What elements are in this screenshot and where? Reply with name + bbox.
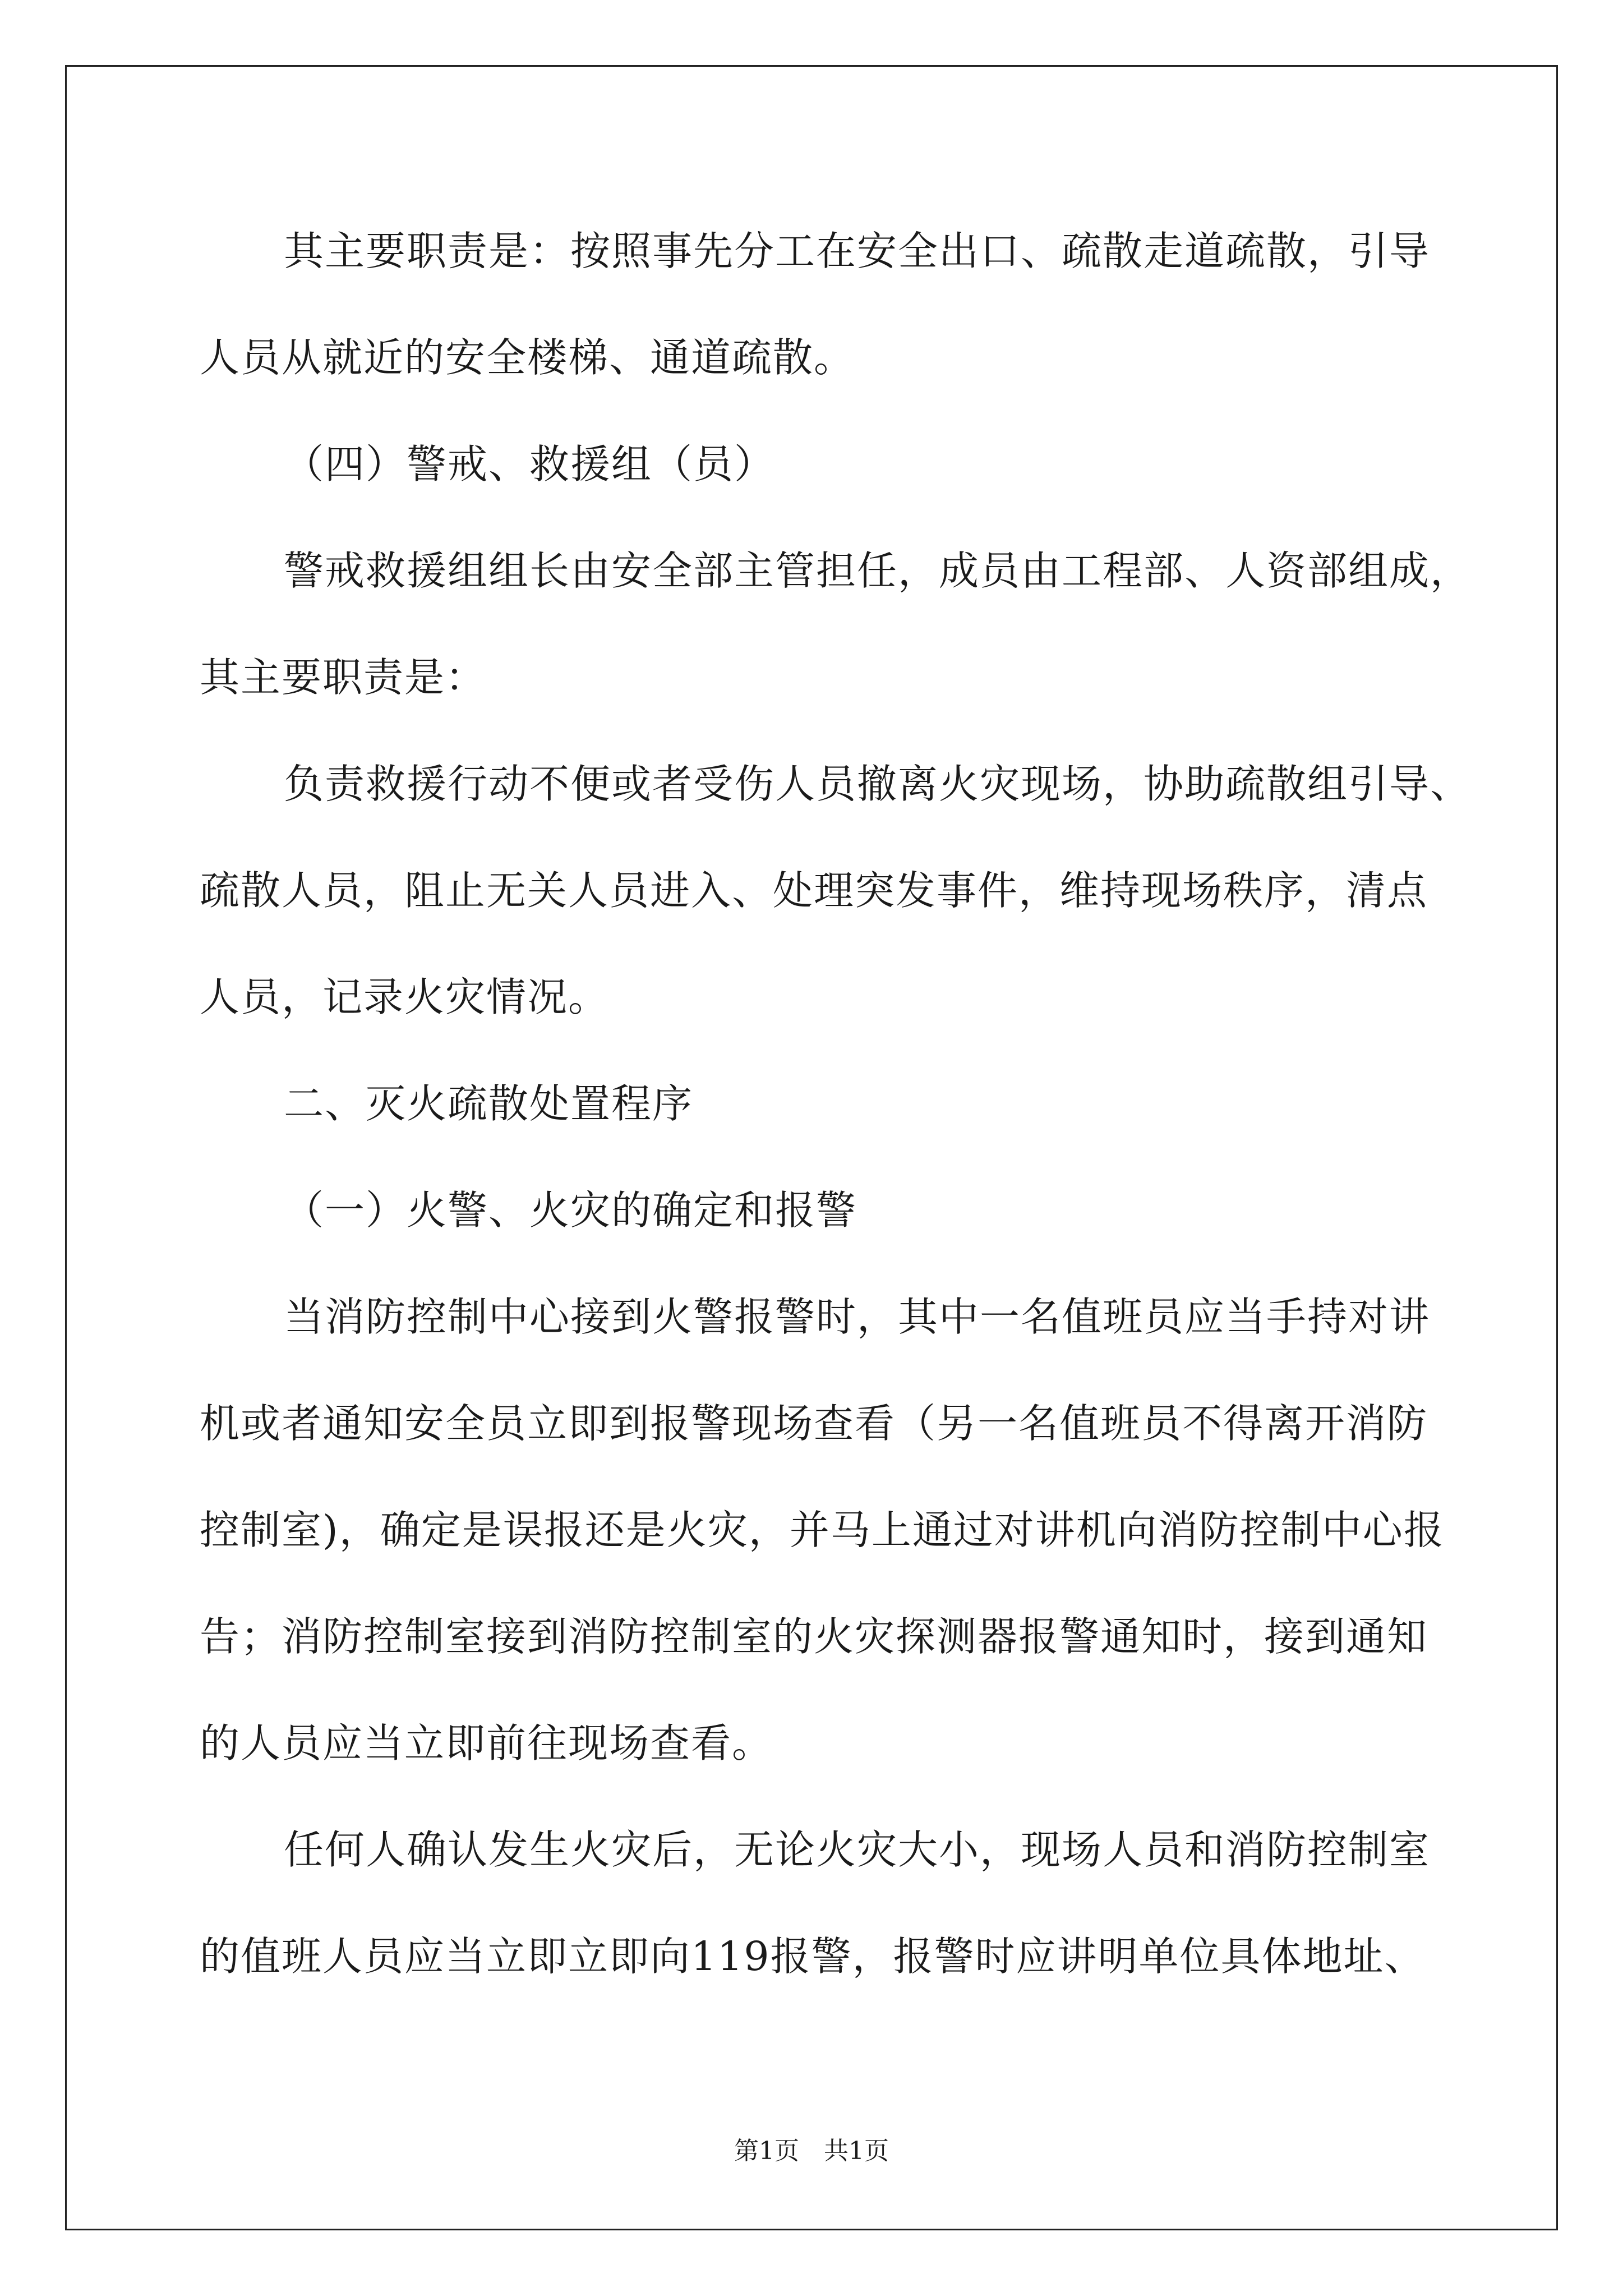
page-number-footer: 第1页 共1页 xyxy=(734,2137,889,2165)
paragraph-line: 警戒救援组组长由安全部主管担任，成员由工程部、人资部组成， xyxy=(284,547,1472,594)
section-heading: （一）火警、火灾的确定和报警 xyxy=(284,1187,857,1234)
section-heading: 二、灭火疏散处置程序 xyxy=(284,1080,694,1127)
paragraph-line: 当消防控制中心接到火警报警时，其中一名值班员应当手持对讲 xyxy=(284,1294,1431,1340)
paragraph-line: 疏散人员，阻止无关人员进入、处理突发事件，维持现场秩序，清点 xyxy=(200,867,1428,914)
paragraph-line: 负责救援行动不便或者受伤人员撤离火灾现场，协助疏散组引导、 xyxy=(284,761,1472,807)
paragraph-line: 其主要职责是：按照事先分工在安全出口、疏散走道疏散，引导 xyxy=(284,228,1431,274)
paragraph-line: 机或者通知安全员立即到报警现场查看（另一名值班员不得离开消防 xyxy=(200,1400,1428,1447)
paragraph-line: 人员，记录火灾情况。 xyxy=(200,974,610,1020)
paragraph-line: 任何人确认发生火灾后，无论火灾大小，现场人员和消防控制室 xyxy=(284,1826,1431,1873)
paragraph-line: 的人员应当立即前往现场查看。 xyxy=(200,1720,773,1766)
paragraph-line: 的值班人员应当立即立即向119报警，报警时应讲明单位具体地址、 xyxy=(200,1933,1426,1980)
paragraph-line: 人员从就近的安全楼梯、通道疏散。 xyxy=(200,334,855,381)
paragraph-line: 告；消防控制室接到消防控制室的火灾探测器报警通知时，接到通知 xyxy=(200,1613,1428,1660)
paragraph-line: 其主要职责是： xyxy=(200,654,487,701)
section-heading: （四）警戒、救援组（员） xyxy=(284,441,776,487)
paragraph-line: 控制室)，确定是误报还是火灾，并马上通过对讲机向消防控制中心报 xyxy=(200,1507,1445,1553)
